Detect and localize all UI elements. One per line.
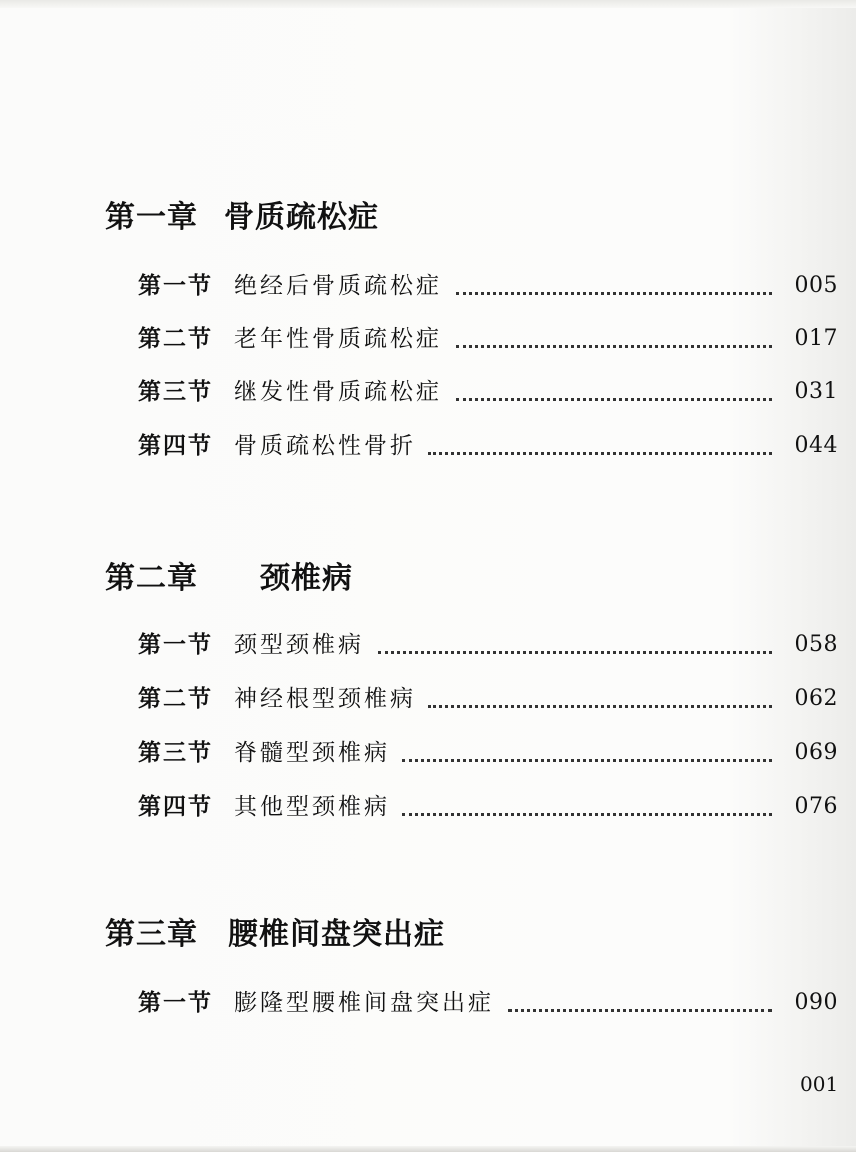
section-title: 骨质疏松性骨折	[234, 433, 416, 459]
chapter-number: 第二章	[105, 561, 198, 596]
toc-entry[interactable]	[138, 625, 838, 665]
section-number: 第一节	[138, 989, 213, 1016]
section-page: 005	[794, 273, 838, 298]
toc-entry[interactable]	[138, 266, 838, 306]
dot-leader	[428, 679, 772, 719]
toc-entry[interactable]	[138, 426, 838, 466]
section-page: 017	[794, 326, 838, 351]
toc-entry[interactable]	[138, 787, 838, 827]
section-page: 062	[794, 686, 838, 711]
chapter-number: 第三章	[105, 917, 198, 952]
dot-leader	[402, 787, 772, 827]
dot-leader	[456, 266, 772, 306]
chapter-heading	[105, 557, 353, 601]
dot-leader	[456, 319, 772, 359]
section-title: 老年性骨质疏松症	[234, 326, 442, 352]
section-number: 第二节	[138, 685, 213, 712]
dot-leader	[508, 983, 772, 1023]
section-page: 058	[794, 632, 838, 657]
chapter-number: 第一章	[105, 200, 198, 235]
section-title: 绝经后骨质疏松症	[234, 273, 442, 299]
section-number: 第四节	[138, 793, 213, 820]
section-title: 颈型颈椎病	[234, 632, 364, 658]
toc-entry[interactable]	[138, 679, 838, 719]
section-page: 090	[794, 990, 838, 1015]
section-title: 膨隆型腰椎间盘突出症	[234, 990, 494, 1016]
dot-leader	[378, 625, 772, 665]
chapter-heading	[105, 913, 445, 957]
dot-leader	[402, 733, 772, 773]
section-number: 第一节	[138, 631, 213, 658]
section-number: 第三节	[138, 378, 213, 405]
section-page: 031	[794, 379, 838, 404]
section-number: 第四节	[138, 432, 213, 459]
scan-bottom-edge	[0, 1146, 856, 1152]
section-number: 第三节	[138, 739, 213, 766]
scan-top-edge	[0, 0, 856, 8]
dot-leader	[456, 372, 772, 412]
chapter-title: 骨质疏松症	[224, 200, 379, 235]
section-number: 第二节	[138, 325, 213, 352]
chapter-title: 腰椎间盘突出症	[228, 917, 445, 952]
section-title: 其他型颈椎病	[234, 794, 390, 820]
toc-entry[interactable]	[138, 733, 838, 773]
chapter-heading	[105, 196, 379, 240]
page-number: 001	[800, 1072, 839, 1096]
section-number: 第一节	[138, 272, 213, 299]
dot-leader	[428, 426, 772, 466]
chapter-title: 颈椎病	[260, 561, 353, 596]
section-page: 044	[794, 433, 838, 458]
section-title: 脊髓型颈椎病	[234, 740, 390, 766]
section-page: 076	[794, 794, 838, 819]
section-title: 神经根型颈椎病	[234, 686, 416, 712]
toc-entry[interactable]	[138, 319, 838, 359]
section-page: 069	[794, 740, 838, 765]
toc-entry[interactable]	[138, 983, 838, 1023]
toc-entry[interactable]	[138, 372, 838, 412]
section-title: 继发性骨质疏松症	[234, 379, 442, 405]
